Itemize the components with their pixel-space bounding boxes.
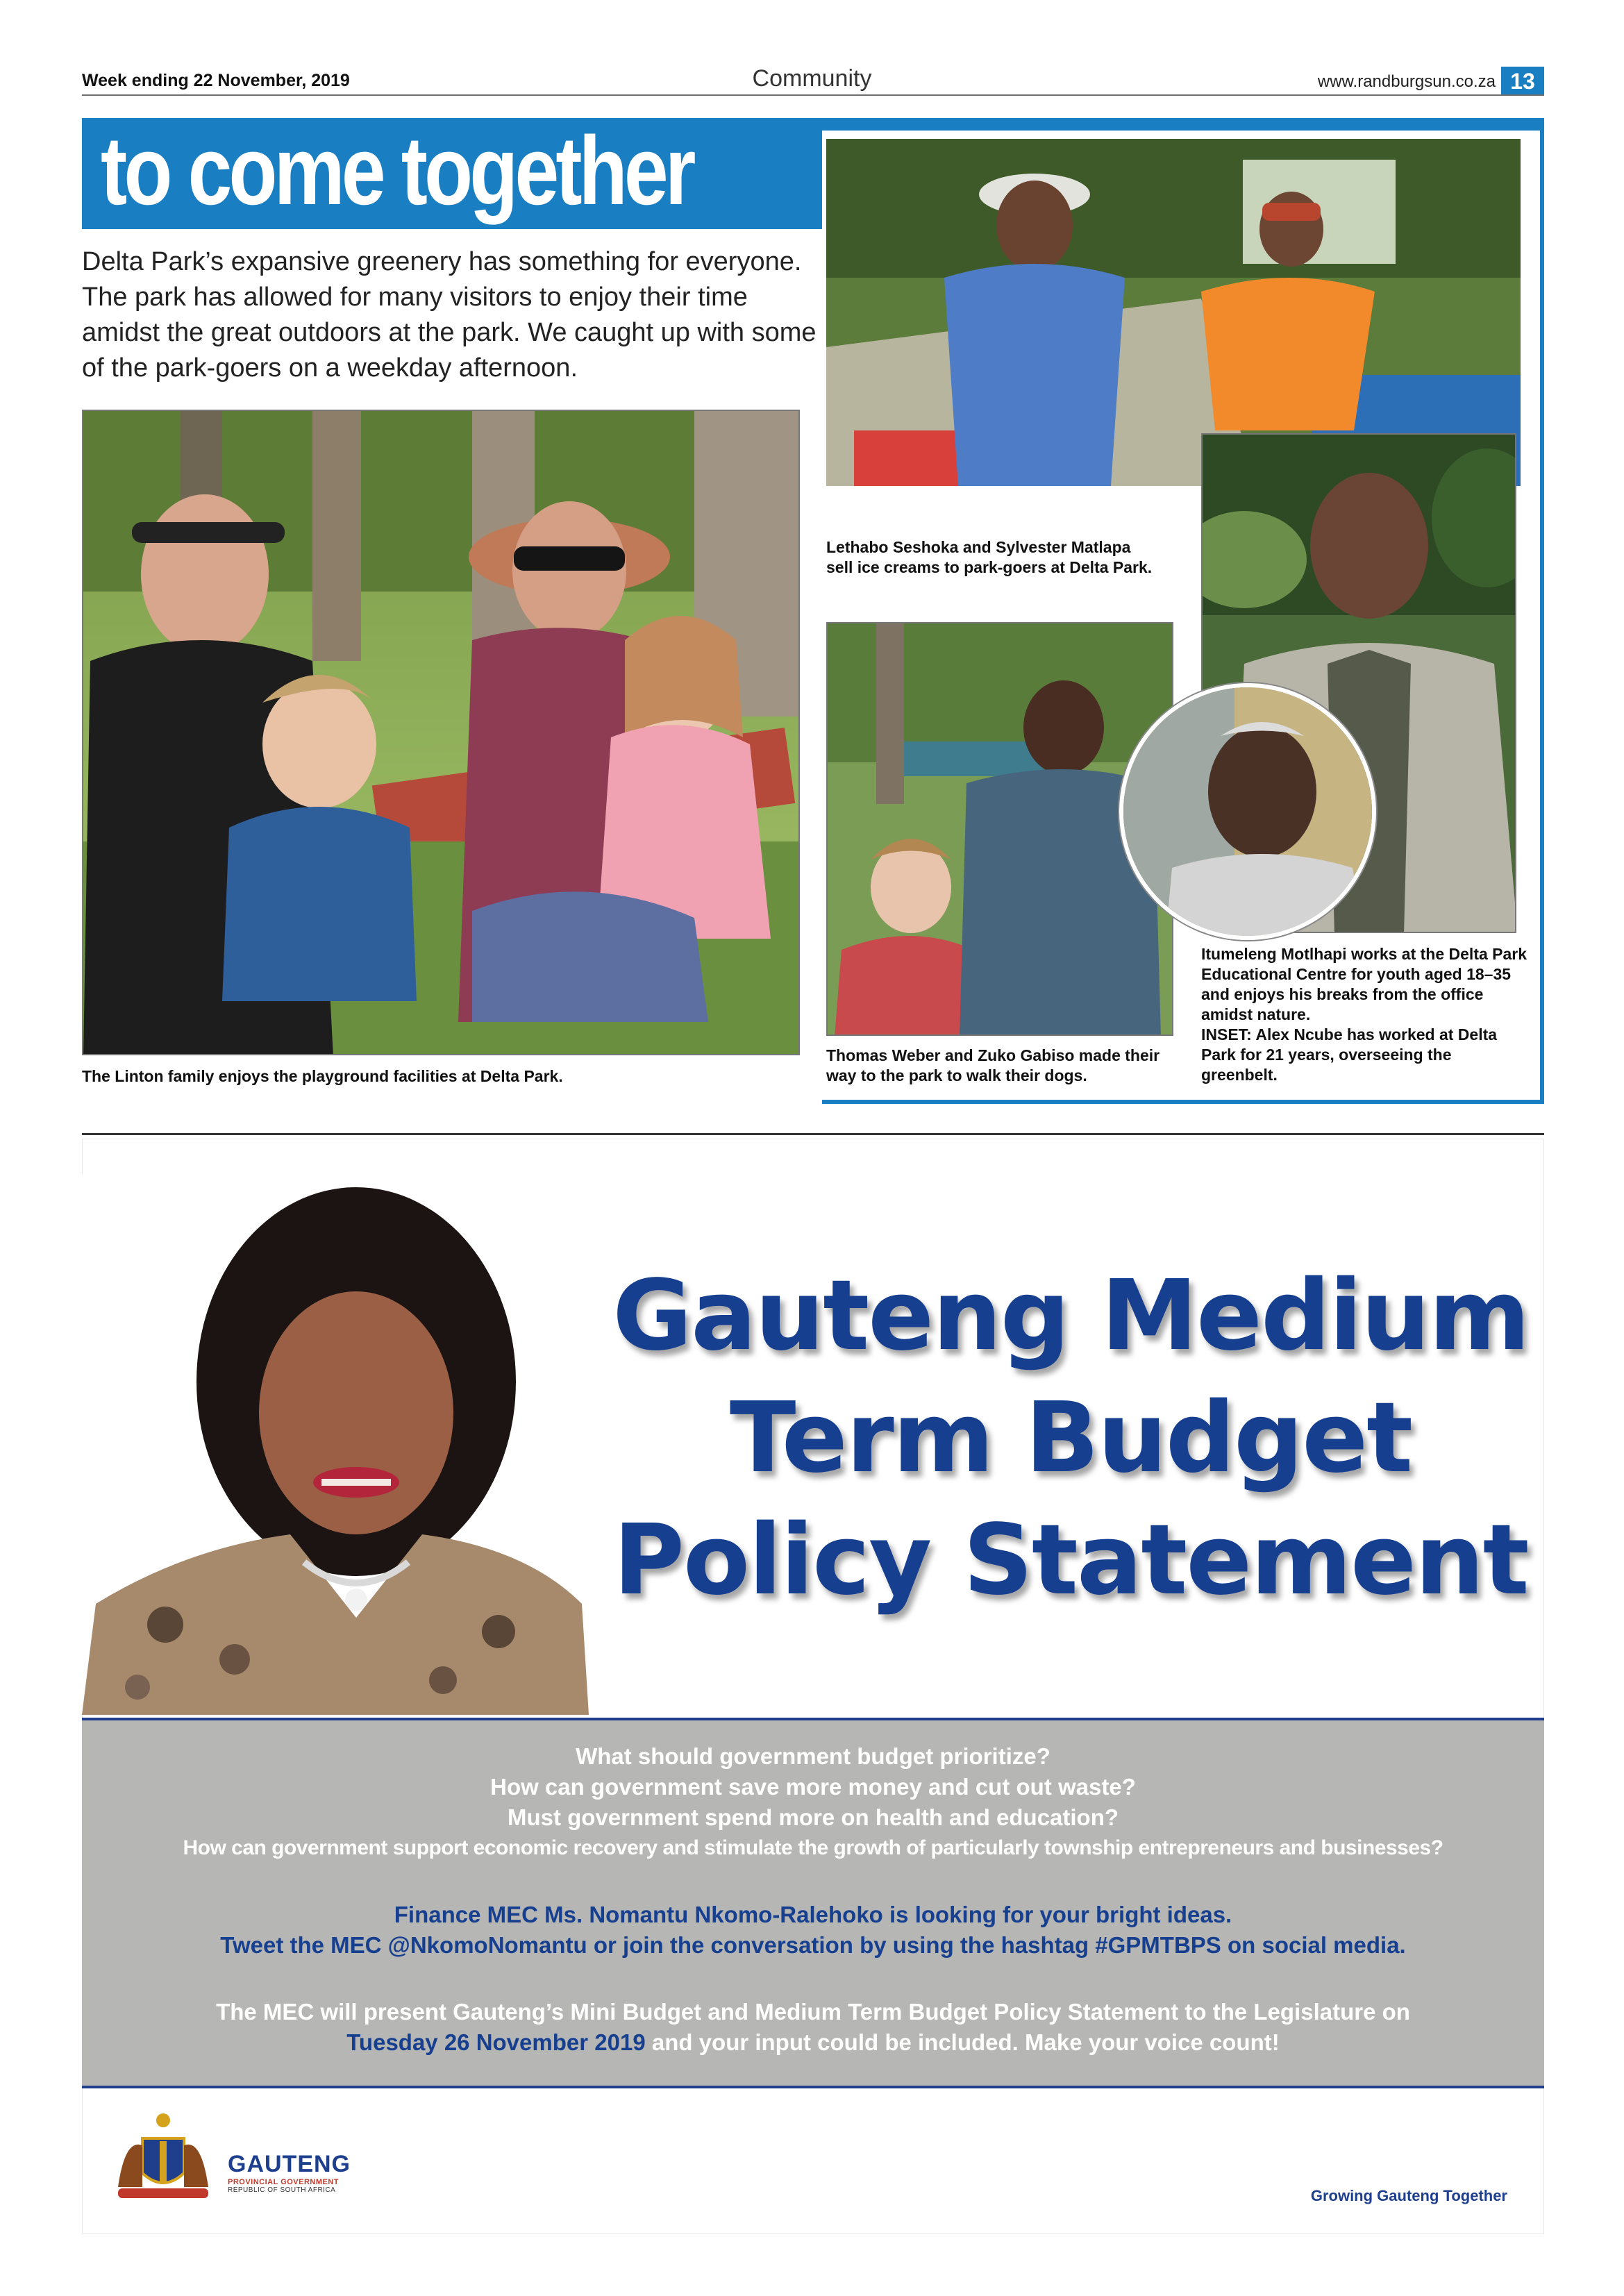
caption-motlhapi: Itumeleng Motlhapi works at the Delta Park Educational Centre for youth aged 18–35 and enjoys his breaks from the office amidst nature.: [1201, 945, 1527, 1023]
advert-rule: [82, 1133, 1544, 1135]
section-name: Community: [752, 65, 872, 92]
logo-sub-2: REPUBLIC OF SOUTH AFRICA: [228, 2186, 336, 2194]
caption-icecream: Lethabo Seshoka and Sylvester Matlapa sell ice creams to park-goers at Delta Park.: [826, 538, 1153, 576]
caption-weber: Thomas Weber and Zuko Gabiso made their way to the park to walk their dogs.: [826, 1046, 1160, 1084]
page-number: 13: [1501, 67, 1544, 96]
mec-portrait: [82, 1173, 589, 1715]
ncube-inset-photo: [1119, 683, 1376, 940]
caption-inset: INSET: Alex Ncube has worked at Delta Park for 21 years, overseeing the greenbelt.: [1201, 1025, 1498, 1084]
ncube-inset-image: [1123, 687, 1376, 940]
mec-portrait-image: [82, 1173, 589, 1715]
present-line: The MEC will present Gauteng’s Mini Budget and Medium Term Budget Policy Statement to the Legislature on: [216, 1999, 1410, 2025]
advert-title-line-2: Term Budget: [729, 1382, 1412, 1495]
linton-family-image: [83, 411, 800, 1055]
coat-of-arms-image: [104, 2111, 222, 2208]
question-3: Must government spend more on health and education?: [507, 1804, 1119, 1830]
issue-date: Week ending 22 November, 2019: [82, 71, 350, 90]
advert-tagline: Growing Gauteng Together: [1310, 2187, 1507, 2204]
call-line-1: Finance MEC Ms. Nomantu Nkomo-Ralehoko is looking for your bright ideas.: [394, 1902, 1232, 1927]
advert-title-line-3: Policy Statement: [613, 1504, 1528, 1617]
question-4: How can government support economic recovery and stimulate the growth of particularly township entrepreneurs and businesses?: [183, 1836, 1443, 1859]
present-line-2: [82, 2027, 1544, 2058]
logo-name: GAUTENG: [228, 2151, 351, 2177]
feature-intro: Delta Park’s expansive greenery has something for everyone. The park has allowed for many visitors to enjoy their time amidst the great outdoors at the park. We caught up with some of the park-goers on a weekday afternoon.: [82, 247, 817, 383]
caption-linton: The Linton family enjoys the playground facilities at Delta Park.: [82, 1067, 563, 1085]
gauteng-coat-of-arms-icon: [104, 2111, 222, 2208]
present-date: Tuesday 26 November 2019: [346, 2029, 646, 2055]
linton-family-photo: [82, 410, 800, 1055]
question-2: How can government save more money and cut out waste?: [490, 1774, 1136, 1800]
advert-title-line-1: Gauteng Medium: [612, 1259, 1529, 1373]
question-1: What should government budget prioritize?: [576, 1743, 1050, 1769]
advert-title: [597, 1255, 1544, 1622]
call-line-2: Tweet the MEC @NkomoNomantu or join the conversation by using the hashtag #GPMTBPS on social media.: [220, 1932, 1406, 1958]
website-url[interactable]: www.randburgsun.co.za: [1317, 72, 1496, 91]
header-rule: [82, 94, 1544, 96]
present-tail: and your input could be included. Make your voice count!: [645, 2029, 1280, 2055]
feature-headline: to come together: [101, 116, 693, 225]
logo-sub-1: PROVINCIAL GOVERNMENT: [228, 2178, 340, 2186]
gauteng-logo-text: [228, 2151, 351, 2194]
